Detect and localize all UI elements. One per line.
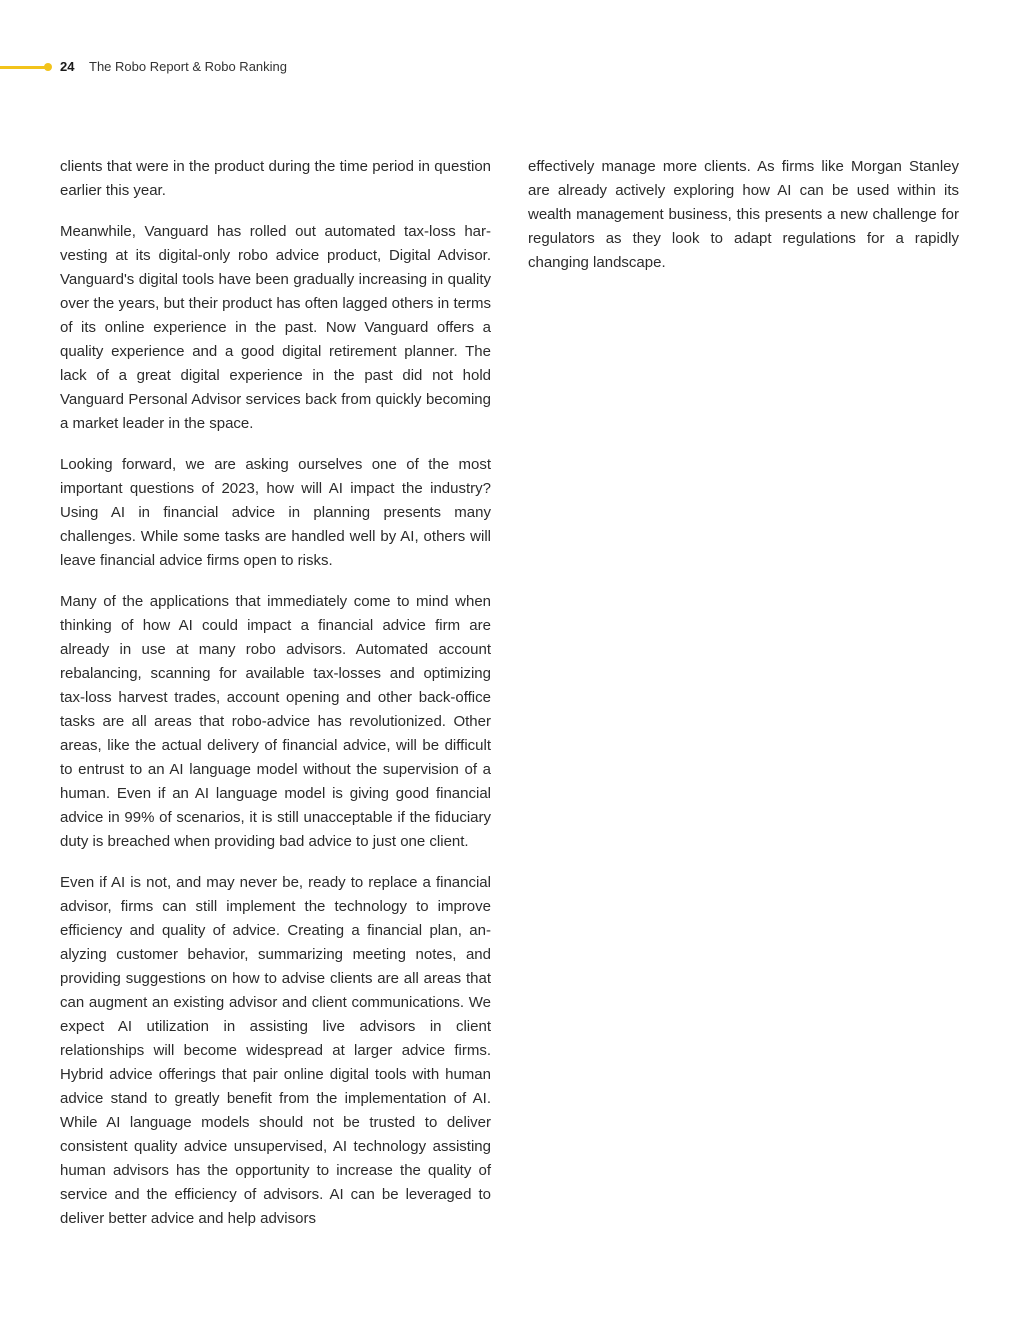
publication-title: The Robo Report & Robo Ranking: [89, 59, 288, 74]
header-accent-line: [0, 66, 46, 69]
left-column: [60, 155, 491, 1248]
paragraph: Many of the applications that immediately come to mind when thinking of how AI could impact a financial advice firm are already in use at many robo advisors. Automated account rebalancing, scanning for available tax-losses and optimizing tax-loss harvest trades, account opening and other back-office tasks are all areas that robo-advice has revolutionized. Other areas, like the actual delivery of financial advice, will be difficult to entrust to an AI language model without the supervision of a human. Even if an AI language model is giving good financial advice in 99% of scenarios, it is still unacceptable if the fiduciary duty is breached when providing bad advice to just one client.: [60, 593, 491, 850]
running-header: [0, 57, 600, 77]
paragraph: Meanwhile, Vanguard has rolled out automated tax-loss harvesting at its digital-only robo advice product, Digital Advisor. Vanguard's digital tools have been gradually increasing in quality over the years, but their product has often lagged others in terms of its online experience in the past. Now Vanguard offers a quality experience and a good digital retirement planner. The lack of a great digital experience in the past did not hold Vanguard Personal Advisor services back from quickly becoming a market leader in the space.: [60, 223, 491, 432]
page-number: 24: [60, 59, 75, 74]
paragraph: Even if AI is not, and may never be, ready to replace a financial advisor, firms can still implement the technology to improve efficiency and quality of advice. Creating a financial plan, analyzing customer behavior, summarizing meeting notes, and providing suggestions on how to advise clients are all areas that can augment an existing advisor and client communications. We expect AI utilization in assisting live advisors in client relationships will become widespread at larger advice firms. Hybrid advice offerings that pair online digital tools with human advice stand to greatly benefit from the implementation of AI. While AI language models should not be trusted to deliver consistent quality advice unsupervised, AI technology assisting human advisors has the opportunity to increase the quality of service and the efficiency of advisors. AI can be leveraged to deliver better advice and help advisors: [60, 874, 491, 1227]
paragraph: effectively manage more clients. As firms like Morgan Stanley are already actively exploring how AI can be used within its wealth management business, this presents a new challenge for regulators as they look to adapt regulations for a rapidly changing landscape.: [528, 158, 959, 271]
paragraph: Looking forward, we are asking ourselves one of the most important questions of 2023, how will AI impact the industry? Using AI in financial advice in planning presents many challenges. While some tasks are handled well by AI, others will leave financial advice firms open to risks.: [60, 456, 491, 569]
paragraph: clients that were in the product during the time period in question earlier this year.: [60, 158, 491, 199]
right-column: [528, 155, 959, 292]
header-accent-dot: [44, 63, 52, 71]
